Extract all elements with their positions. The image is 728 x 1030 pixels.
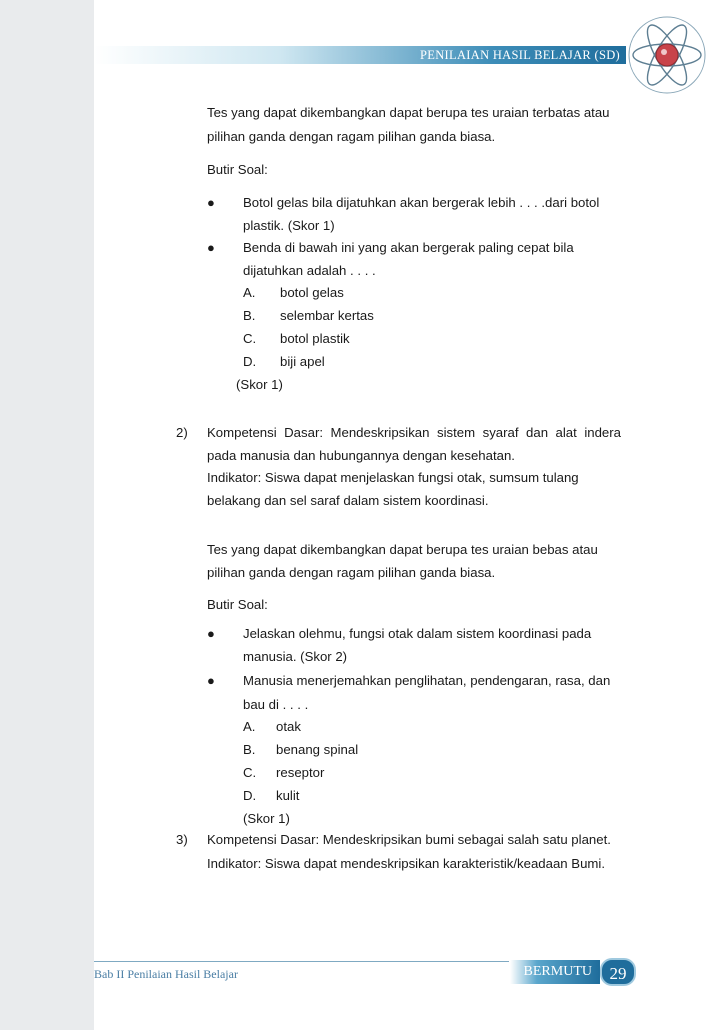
item3-indikator-line-1: Indikator: Siswa dapat mendeskripsikan karakteristik/keadaan Bumi. xyxy=(207,856,606,871)
header-title: PENILAIAN HASIL BELAJAR (SD) xyxy=(420,48,620,62)
option-text: benang spinal xyxy=(276,742,359,757)
bullet-icon: ● xyxy=(207,673,215,688)
footer-badge: BERMUTU xyxy=(510,960,600,984)
bullet-icon: ● xyxy=(207,195,215,210)
item2-tes-line-2: pilihan ganda dengan ragam pilihan ganda biasa. xyxy=(207,565,496,580)
intro-line-1: Tes yang dapat dikembangkan dapat berupa tes uraian terbatas atau xyxy=(207,105,610,120)
bullet-icon: ● xyxy=(207,240,215,255)
option-text: kulit xyxy=(276,788,300,803)
option-text: biji apel xyxy=(280,354,325,369)
item2-kd-line-2: pada manusia dan hubungannya dengan kesehatan. xyxy=(207,448,515,463)
butir-soal-label: Butir Soal: xyxy=(207,162,268,177)
page-sidebar xyxy=(0,0,94,1030)
item2-q2-line-2: bau di . . . . xyxy=(243,697,309,712)
item2-q1-line-2: manusia. (Skor 2) xyxy=(243,649,348,664)
option-letter: B. xyxy=(243,308,256,323)
q1-line-1: Botol gelas bila dijatuhkan akan bergerak lebih . . . .dari botol xyxy=(243,195,600,210)
item-number: 3) xyxy=(176,832,188,847)
q2-line-1: Benda di bawah ini yang akan bergerak paling cepat bila xyxy=(243,240,574,255)
bullet-icon: ● xyxy=(207,626,215,641)
option-text: botol gelas xyxy=(280,285,344,300)
footer-chapter: Bab II Penilaian Hasil Belajar xyxy=(94,967,238,981)
q2-line-2: dijatuhkan adalah . . . . xyxy=(243,263,376,278)
item2-q1-line-1: Jelaskan olehmu, fungsi otak dalam sistem koordinasi pada xyxy=(243,626,592,641)
option-letter: C. xyxy=(243,765,257,780)
item2-indikator-line-2: belakang dan sel saraf dalam sistem koordinasi. xyxy=(207,493,489,508)
option-letter: A. xyxy=(243,719,256,734)
page-number: 29 xyxy=(600,958,636,986)
footer-divider xyxy=(94,961,509,962)
item2-kd-line-1: Kompetensi Dasar: Mendeskripsikan sistem syaraf dan alat indera xyxy=(207,425,621,440)
intro-line-2: pilihan ganda dengan ragam pilihan ganda biasa. xyxy=(207,129,496,144)
q1-line-2: plastik. (Skor 1) xyxy=(243,218,335,233)
option-text: selembar kertas xyxy=(280,308,374,323)
option-letter: D. xyxy=(243,788,257,803)
option-text: botol plastik xyxy=(280,331,350,346)
item3-kd-line-1: Kompetensi Dasar: Mendeskripsikan bumi sebagai salah satu planet. xyxy=(207,832,611,847)
butir-soal-label: Butir Soal: xyxy=(207,597,268,612)
option-letter: A. xyxy=(243,285,256,300)
option-letter: B. xyxy=(243,742,256,757)
option-text: otak xyxy=(276,719,301,734)
option-letter: D. xyxy=(243,354,257,369)
item-number: 2) xyxy=(176,425,188,440)
score-label: (Skor 1) xyxy=(236,377,283,392)
item2-indikator-line-1: Indikator: Siswa dapat menjelaskan fungsi otak, sumsum tulang xyxy=(207,470,579,485)
score-label: (Skor 1) xyxy=(243,811,290,826)
item2-q2-line-1: Manusia menerjemahkan penglihatan, pendengaran, rasa, dan xyxy=(243,673,611,688)
option-text: reseptor xyxy=(276,765,325,780)
option-letter: C. xyxy=(243,331,257,346)
atom-logo-icon xyxy=(626,14,708,96)
item2-tes-line-1: Tes yang dapat dikembangkan dapat berupa tes uraian bebas atau xyxy=(207,542,598,557)
